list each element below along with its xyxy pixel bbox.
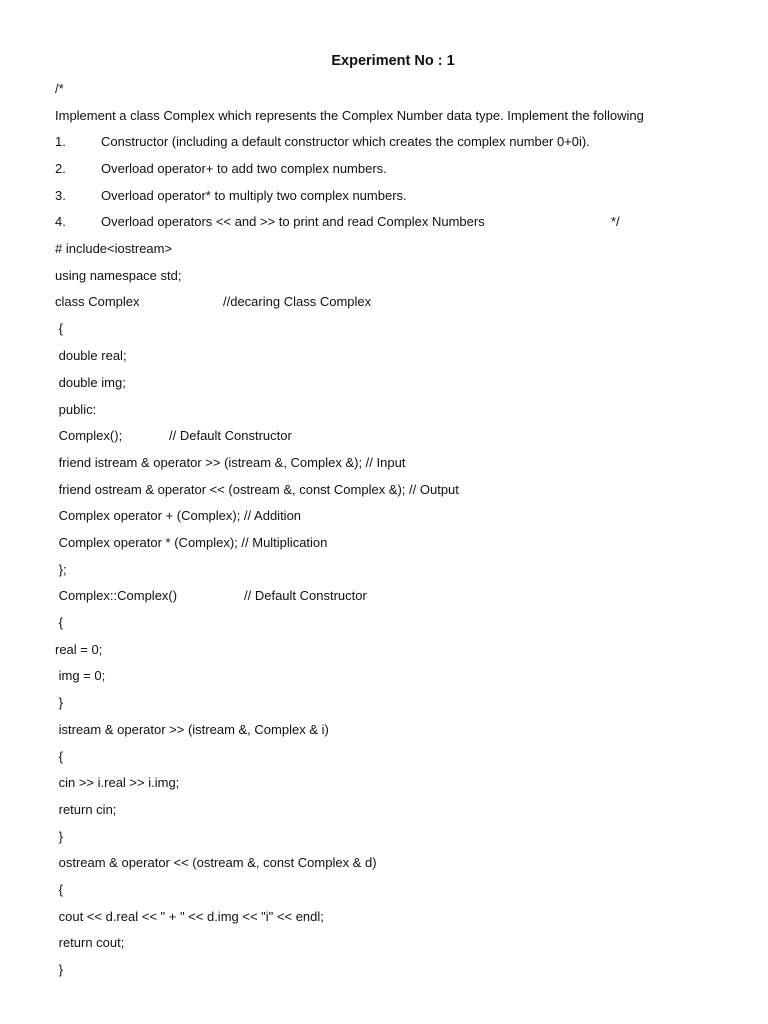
code-line-class-end: }; [55,562,67,577]
code-line-brace: { [55,321,63,336]
problem-statement: Implement a class Complex which represents the Complex Number data type. Implement the following [55,108,644,123]
list-item-number: 4. [55,214,66,229]
code-line-include: # include<iostream> [55,241,173,256]
code-line-return-cin: return cin; [55,802,117,817]
code-line-real-assign: real = 0; [55,642,103,657]
code-line-using: using namespace std; [55,268,182,283]
code-line-op-mul: Complex operator * (Complex); // Multiplication [55,535,328,550]
code-line-img-decl: double img; [55,375,126,390]
code-line-brace: } [55,695,63,710]
code-line-class-decl: class Complex [55,294,140,309]
code-comment-ctor-def: // Default Constructor [244,588,367,603]
code-line-brace: } [55,829,63,844]
code-comment-class: //decaring Class Complex [223,294,372,309]
code-comment-ctor-decl: // Default Constructor [169,428,292,443]
code-line-friend-ostream: friend ostream & operator << (ostream &, const Complex &); // Output [55,482,459,497]
list-item-number: 1. [55,134,66,149]
code-line-brace: { [55,882,63,897]
code-line-brace: { [55,615,63,630]
comment-close: */ [611,214,620,229]
comment-open: /* [55,81,64,96]
code-line-cin: cin >> i.real >> i.img; [55,775,180,790]
code-line-img-assign: img = 0; [55,668,106,683]
code-line-ctor-decl: Complex(); [55,428,123,443]
code-line-op-add: Complex operator + (Complex); // Addition [55,508,302,523]
code-line-return-cout: return cout; [55,935,125,950]
code-line-friend-istream: friend istream & operator >> (istream &, Complex &); // Input [55,455,406,470]
code-line-ctor-def: Complex::Complex() [55,588,178,603]
code-line-istream-def: istream & operator >> (istream &, Complex & i) [55,722,329,737]
code-line-brace: { [55,749,63,764]
code-line-public: public: [55,402,97,417]
code-line-brace: } [55,962,63,977]
code-line-real-decl: double real; [55,348,127,363]
list-item-text: Overload operators << and >> to print and read Complex Numbers [101,214,485,229]
list-item-text: Constructor (including a default constructor which creates the complex number 0+0i). [101,134,590,149]
page-title: Experiment No : 1 [331,53,455,69]
list-item-number: 3. [55,188,66,203]
code-line-ostream-def: ostream & operator << (ostream &, const Complex & d) [55,855,377,870]
code-line-cout: cout << d.real << " + " << d.img << "i" << endl; [55,909,324,924]
list-item-number: 2. [55,161,66,176]
list-item-text: Overload operator* to multiply two complex numbers. [101,188,407,203]
list-item-text: Overload operator+ to add two complex numbers. [101,161,387,176]
